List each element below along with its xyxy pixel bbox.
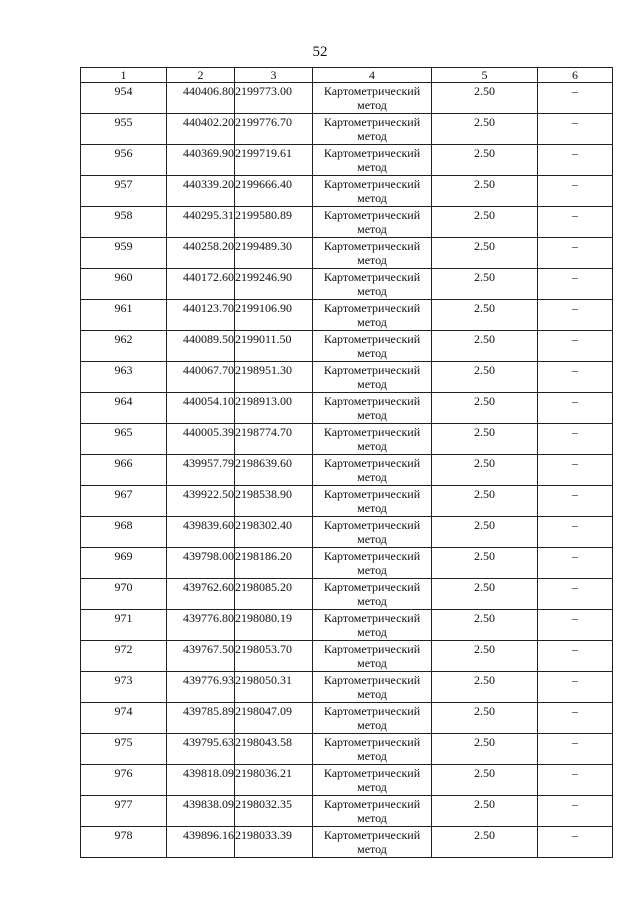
table-row [81, 238, 613, 269]
accuracy-cell: 2.50 [432, 455, 538, 486]
x-coordinate-cell: 439795.63 [167, 734, 235, 765]
y-coordinate-cell: 2198639.60 [235, 455, 313, 486]
point-number-cell: 958 [81, 207, 167, 238]
note-cell: – [538, 238, 613, 269]
header-cell-5: 5 [432, 68, 538, 83]
x-coordinate-cell: 439762.60 [167, 579, 235, 610]
y-coordinate-cell: 2199489.30 [235, 238, 313, 269]
y-coordinate-cell: 2198774.70 [235, 424, 313, 455]
method-cell: Картометрический метод [313, 610, 432, 641]
note-cell: – [538, 486, 613, 517]
note-cell: – [538, 796, 613, 827]
table-row [81, 765, 613, 796]
y-coordinate-cell: 2198053.70 [235, 641, 313, 672]
table-row [81, 145, 613, 176]
header-cell-2: 2 [167, 68, 235, 83]
note-cell: – [538, 269, 613, 300]
point-number-cell: 972 [81, 641, 167, 672]
note-cell: – [538, 114, 613, 145]
table-row [81, 734, 613, 765]
note-cell: – [538, 176, 613, 207]
note-cell: – [538, 517, 613, 548]
note-cell: – [538, 145, 613, 176]
point-number-cell: 966 [81, 455, 167, 486]
point-number-cell: 960 [81, 269, 167, 300]
table-row [81, 207, 613, 238]
x-coordinate-cell: 439785.89 [167, 703, 235, 734]
note-cell: – [538, 579, 613, 610]
point-number-cell: 965 [81, 424, 167, 455]
accuracy-cell: 2.50 [432, 393, 538, 424]
table-row [81, 672, 613, 703]
method-cell: Картометрический метод [313, 672, 432, 703]
method-cell: Картометрический метод [313, 269, 432, 300]
accuracy-cell: 2.50 [432, 579, 538, 610]
x-coordinate-cell: 440295.31 [167, 207, 235, 238]
point-number-cell: 968 [81, 517, 167, 548]
method-cell: Картометрический метод [313, 145, 432, 176]
table-row [81, 300, 613, 331]
note-cell: – [538, 331, 613, 362]
y-coordinate-cell: 2198913.00 [235, 393, 313, 424]
point-number-cell: 978 [81, 827, 167, 858]
point-number-cell: 974 [81, 703, 167, 734]
accuracy-cell: 2.50 [432, 486, 538, 517]
table-row [81, 548, 613, 579]
y-coordinate-cell: 2198033.39 [235, 827, 313, 858]
accuracy-cell: 2.50 [432, 548, 538, 579]
x-coordinate-cell: 440089.50 [167, 331, 235, 362]
y-coordinate-cell: 2198186.20 [235, 548, 313, 579]
method-cell: Картометрический метод [313, 486, 432, 517]
y-coordinate-cell: 2198043.58 [235, 734, 313, 765]
accuracy-cell: 2.50 [432, 641, 538, 672]
table-row [81, 393, 613, 424]
y-coordinate-cell: 2198036.21 [235, 765, 313, 796]
table-row [81, 641, 613, 672]
point-number-cell: 975 [81, 734, 167, 765]
x-coordinate-cell: 439798.00 [167, 548, 235, 579]
point-number-cell: 969 [81, 548, 167, 579]
y-coordinate-cell: 2199666.40 [235, 176, 313, 207]
table-row [81, 486, 613, 517]
accuracy-cell: 2.50 [432, 176, 538, 207]
x-coordinate-cell: 439922.50 [167, 486, 235, 517]
table-row [81, 703, 613, 734]
accuracy-cell: 2.50 [432, 796, 538, 827]
method-cell: Картометрический метод [313, 331, 432, 362]
y-coordinate-cell: 2199246.90 [235, 269, 313, 300]
y-coordinate-cell: 2199011.50 [235, 331, 313, 362]
table-header [81, 68, 613, 83]
method-cell: Картометрический метод [313, 424, 432, 455]
method-cell: Картометрический метод [313, 300, 432, 331]
coordinates-table [80, 67, 613, 858]
note-cell: – [538, 362, 613, 393]
header-cell-4: 4 [313, 68, 432, 83]
point-number-cell: 963 [81, 362, 167, 393]
y-coordinate-cell: 2198047.09 [235, 703, 313, 734]
table-row [81, 517, 613, 548]
table-row [81, 83, 613, 114]
x-coordinate-cell: 440172.60 [167, 269, 235, 300]
note-cell: – [538, 827, 613, 858]
method-cell: Картометрический метод [313, 176, 432, 207]
accuracy-cell: 2.50 [432, 300, 538, 331]
page-number: 52 [312, 44, 328, 60]
y-coordinate-cell: 2198951.30 [235, 362, 313, 393]
point-number-cell: 964 [81, 393, 167, 424]
x-coordinate-cell: 439896.16 [167, 827, 235, 858]
accuracy-cell: 2.50 [432, 672, 538, 703]
y-coordinate-cell: 2199106.90 [235, 300, 313, 331]
point-number-cell: 961 [81, 300, 167, 331]
method-cell: Картометрический метод [313, 114, 432, 145]
x-coordinate-cell: 440123.70 [167, 300, 235, 331]
x-coordinate-cell: 439838.09 [167, 796, 235, 827]
y-coordinate-cell: 2199773.00 [235, 83, 313, 114]
note-cell: – [538, 455, 613, 486]
table-row [81, 455, 613, 486]
note-cell: – [538, 610, 613, 641]
x-coordinate-cell: 440339.20 [167, 176, 235, 207]
y-coordinate-cell: 2199719.61 [235, 145, 313, 176]
table-row [81, 114, 613, 145]
accuracy-cell: 2.50 [432, 269, 538, 300]
accuracy-cell: 2.50 [432, 610, 538, 641]
x-coordinate-cell: 439957.79 [167, 455, 235, 486]
method-cell: Картометрический метод [313, 765, 432, 796]
accuracy-cell: 2.50 [432, 517, 538, 548]
point-number-cell: 954 [81, 83, 167, 114]
point-number-cell: 962 [81, 331, 167, 362]
accuracy-cell: 2.50 [432, 238, 538, 269]
table-row [81, 176, 613, 207]
accuracy-cell: 2.50 [432, 362, 538, 393]
point-number-cell: 971 [81, 610, 167, 641]
x-coordinate-cell: 439776.93 [167, 672, 235, 703]
y-coordinate-cell: 2199580.89 [235, 207, 313, 238]
x-coordinate-cell: 440067.70 [167, 362, 235, 393]
table-row [81, 269, 613, 300]
method-cell: Картометрический метод [313, 83, 432, 114]
header-cell-6: 6 [538, 68, 613, 83]
note-cell: – [538, 83, 613, 114]
accuracy-cell: 2.50 [432, 765, 538, 796]
x-coordinate-cell: 440258.20 [167, 238, 235, 269]
point-number-cell: 967 [81, 486, 167, 517]
note-cell: – [538, 207, 613, 238]
accuracy-cell: 2.50 [432, 734, 538, 765]
method-cell: Картометрический метод [313, 796, 432, 827]
table-row [81, 610, 613, 641]
point-number-cell: 955 [81, 114, 167, 145]
accuracy-cell: 2.50 [432, 83, 538, 114]
table-row [81, 579, 613, 610]
accuracy-cell: 2.50 [432, 827, 538, 858]
header-cell-1: 1 [81, 68, 167, 83]
header-cell-3: 3 [235, 68, 313, 83]
point-number-cell: 959 [81, 238, 167, 269]
accuracy-cell: 2.50 [432, 114, 538, 145]
note-cell: – [538, 300, 613, 331]
note-cell: – [538, 424, 613, 455]
accuracy-cell: 2.50 [432, 331, 538, 362]
y-coordinate-cell: 2198050.31 [235, 672, 313, 703]
x-coordinate-cell: 440406.80 [167, 83, 235, 114]
y-coordinate-cell: 2198085.20 [235, 579, 313, 610]
x-coordinate-cell: 439776.80 [167, 610, 235, 641]
x-coordinate-cell: 440005.39 [167, 424, 235, 455]
accuracy-cell: 2.50 [432, 207, 538, 238]
point-number-cell: 976 [81, 765, 167, 796]
note-cell: – [538, 765, 613, 796]
x-coordinate-cell: 439818.09 [167, 765, 235, 796]
method-cell: Картометрический метод [313, 362, 432, 393]
method-cell: Картометрический метод [313, 579, 432, 610]
table-row [81, 331, 613, 362]
note-cell: – [538, 641, 613, 672]
point-number-cell: 977 [81, 796, 167, 827]
method-cell: Картометрический метод [313, 517, 432, 548]
table-row [81, 796, 613, 827]
y-coordinate-cell: 2198302.40 [235, 517, 313, 548]
x-coordinate-cell: 440402.20 [167, 114, 235, 145]
accuracy-cell: 2.50 [432, 703, 538, 734]
header-row [81, 68, 613, 83]
y-coordinate-cell: 2198080.19 [235, 610, 313, 641]
x-coordinate-cell: 439767.50 [167, 641, 235, 672]
method-cell: Картометрический метод [313, 641, 432, 672]
y-coordinate-cell: 2199776.70 [235, 114, 313, 145]
x-coordinate-cell: 439839.60 [167, 517, 235, 548]
note-cell: – [538, 703, 613, 734]
y-coordinate-cell: 2198032.35 [235, 796, 313, 827]
point-number-cell: 970 [81, 579, 167, 610]
table-row [81, 362, 613, 393]
x-coordinate-cell: 440054.10 [167, 393, 235, 424]
note-cell: – [538, 393, 613, 424]
point-number-cell: 957 [81, 176, 167, 207]
note-cell: – [538, 734, 613, 765]
method-cell: Картометрический метод [313, 393, 432, 424]
method-cell: Картометрический метод [313, 455, 432, 486]
method-cell: Картометрический метод [313, 207, 432, 238]
point-number-cell: 956 [81, 145, 167, 176]
table-row [81, 827, 613, 858]
method-cell: Картометрический метод [313, 548, 432, 579]
x-coordinate-cell: 440369.90 [167, 145, 235, 176]
note-cell: – [538, 672, 613, 703]
point-number-cell: 973 [81, 672, 167, 703]
accuracy-cell: 2.50 [432, 424, 538, 455]
y-coordinate-cell: 2198538.90 [235, 486, 313, 517]
method-cell: Картометрический метод [313, 238, 432, 269]
method-cell: Картометрический метод [313, 734, 432, 765]
method-cell: Картометрический метод [313, 703, 432, 734]
note-cell: – [538, 548, 613, 579]
accuracy-cell: 2.50 [432, 145, 538, 176]
method-cell: Картометрический метод [313, 827, 432, 858]
table-body [81, 83, 613, 858]
table-row [81, 424, 613, 455]
